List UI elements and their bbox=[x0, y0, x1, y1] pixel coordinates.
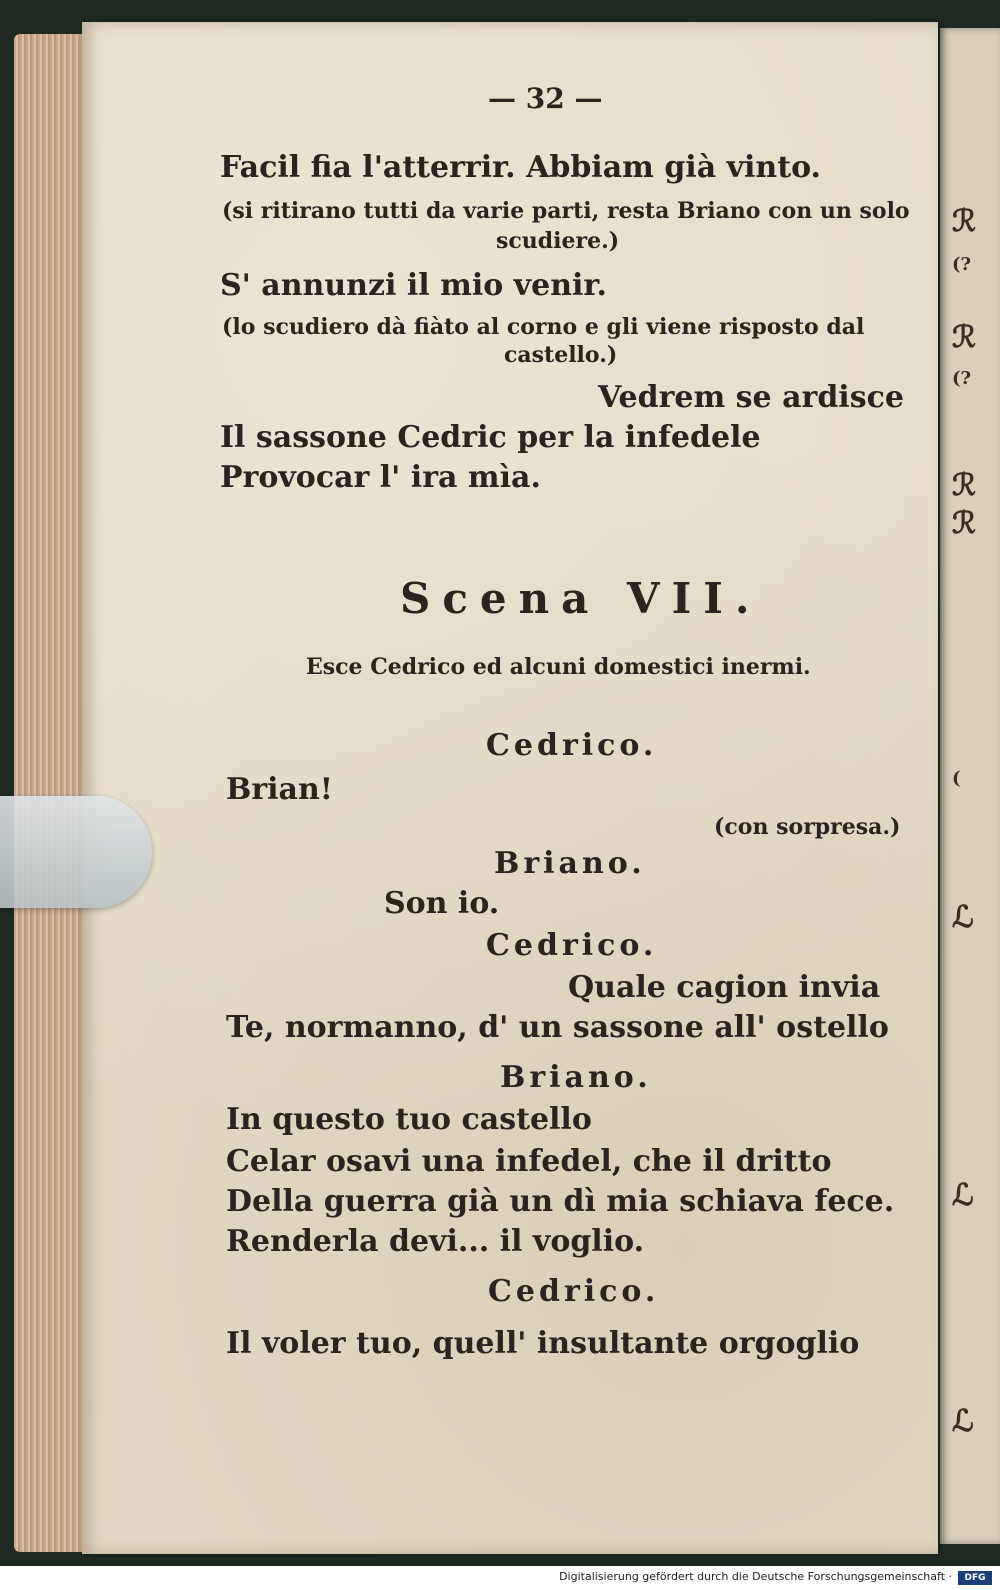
scene-title: Scena VII. bbox=[400, 574, 762, 623]
stage-direction: (lo scudiero dà fiàto al corno e gli viene risposto dal bbox=[222, 314, 865, 340]
scene-direction: Esce Cedrico ed alcuni domestici inermi. bbox=[306, 654, 811, 680]
adjacent-glyph: ℛ bbox=[952, 468, 976, 503]
adjacent-glyph: ℛ bbox=[952, 506, 976, 541]
speaker-name: Cedrico. bbox=[488, 1274, 660, 1309]
speaker-name: Cedrico. bbox=[486, 728, 658, 763]
verse-line: S' annunzi il mio venir. bbox=[220, 268, 607, 303]
stage-direction: (si ritirano tutti da varie parti, resta Briano con un solo bbox=[222, 198, 910, 224]
dfg-logo: DFG bbox=[958, 1571, 992, 1585]
footer-bar bbox=[0, 1566, 1000, 1590]
adjacent-glyph: ℛ bbox=[952, 204, 976, 239]
footer-credit: Digitalisierung gefördert durch die Deutsche Forschungsgemeinschaft · bbox=[559, 1570, 952, 1583]
speaker-name: Briano. bbox=[500, 1060, 652, 1095]
adjacent-glyph: (? bbox=[952, 368, 972, 389]
page-number: — 32 — bbox=[488, 82, 603, 115]
adjacent-glyph: ℒ bbox=[952, 1404, 974, 1439]
verse-line: Il sassone Cedric per la infedele bbox=[220, 420, 761, 455]
verse-line: Quale cagion invia bbox=[568, 970, 881, 1005]
verse-line: Celar osavi una infedel, che il dritto bbox=[226, 1144, 832, 1179]
book-page bbox=[82, 22, 938, 1554]
speaker-name: Briano. bbox=[494, 846, 646, 881]
verse-line: Renderla devi... il voglio. bbox=[226, 1224, 645, 1259]
verse-line: Il voler tuo, quell' insultante orgoglio bbox=[226, 1326, 860, 1361]
adjacent-page-edge bbox=[940, 28, 1000, 1544]
bookmark-tab bbox=[0, 796, 152, 908]
verse-line: Brian! bbox=[226, 772, 333, 807]
speaker-name: Cedrico. bbox=[486, 928, 658, 963]
verse-line: In questo tuo castello bbox=[226, 1102, 592, 1137]
verse-line: Son io. bbox=[384, 886, 500, 921]
adjacent-glyph: ( bbox=[952, 768, 961, 789]
verse-line: Vedrem se ardisce bbox=[598, 380, 904, 415]
verse-line: Provocar l' ira mìa. bbox=[220, 460, 541, 495]
verse-line: Te, normanno, d' un sassone all' ostello bbox=[226, 1010, 889, 1045]
stage-direction: scudiere.) bbox=[496, 228, 620, 254]
verse-line: Facil fia l'atterrir. Abbiam già vinto. bbox=[220, 150, 821, 185]
verse-line: Della guerra già un dì mia schiava fece. bbox=[226, 1184, 895, 1219]
stage-direction: castello.) bbox=[504, 342, 618, 368]
adjacent-glyph: (? bbox=[952, 254, 972, 275]
adjacent-glyph: ℒ bbox=[952, 900, 974, 935]
adjacent-glyph: ℒ bbox=[952, 1178, 974, 1213]
adjacent-glyph: ℛ bbox=[952, 320, 976, 355]
stage-direction: (con sorpresa.) bbox=[714, 814, 901, 840]
